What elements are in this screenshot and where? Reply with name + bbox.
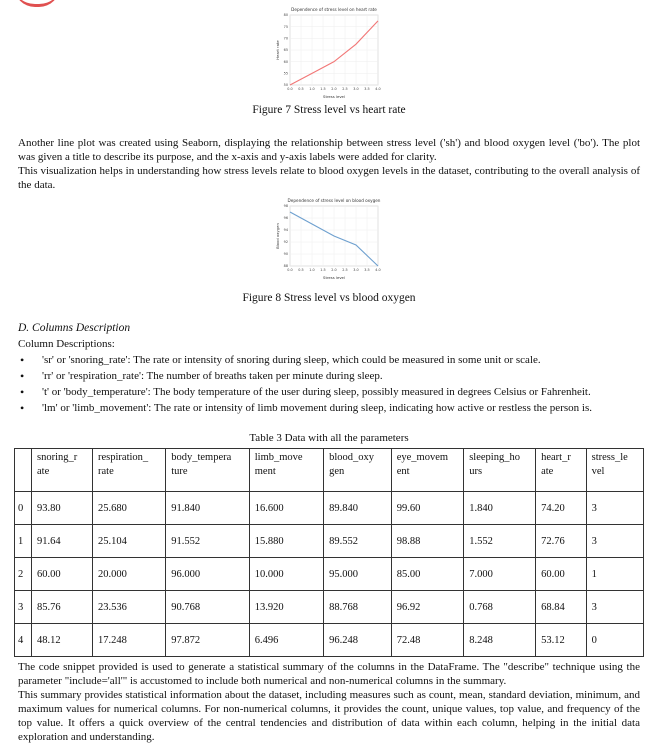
table-cell: 13.920 <box>249 591 323 624</box>
table-cell: 91.64 <box>32 525 93 558</box>
y-tick-label: 75 <box>283 24 288 29</box>
y-tick-label: 80 <box>283 13 288 18</box>
paragraph-describe-summary <box>18 660 640 744</box>
x-tick-label: 0.5 <box>298 87 304 91</box>
table-cell: 6.496 <box>249 624 323 657</box>
table-cell: 3 <box>586 525 643 558</box>
table-cell: 91.840 <box>166 492 250 525</box>
x-tick-label: 0.0 <box>287 268 293 272</box>
table-cell: 89.552 <box>324 525 392 558</box>
table-cell: 8.248 <box>464 624 536 657</box>
table-row <box>15 525 644 558</box>
y-tick-label: 50 <box>283 83 288 88</box>
header-cell: body_tempera ture <box>166 449 250 492</box>
table-cell: 3 <box>586 591 643 624</box>
table-cell: 23.536 <box>93 591 166 624</box>
figure-8 <box>274 196 384 282</box>
x-tick-label: 2.0 <box>331 268 337 272</box>
chart-title: Dependence of stress level on heart rate <box>291 7 377 12</box>
table-cell: 7.000 <box>464 558 536 591</box>
paragraph-2-line-2: This summary provides statistical information about the dataset, including measures such as count, mean, standard deviation, minimum, and maximum values for numerical columns. For non-numerical columns, it provides the count, unique values, top value, and frequency of the top value. It offers a quick overview of the central tendencies and distribution of data within each column, helping in the initial data exploration and understanding. <box>18 689 640 743</box>
table-row <box>15 624 644 657</box>
table-cell: 96.000 <box>166 558 250 591</box>
table-cell: 72.48 <box>391 624 463 657</box>
y-tick-label: 70 <box>283 36 288 41</box>
table-header-row <box>15 449 644 492</box>
table-cell: 74.20 <box>536 492 587 525</box>
list-item: • 'sr' or 'snoring_rate': The rate or intensity of snoring during sleep, which could be measured in some unit or scale. <box>18 352 648 368</box>
table-cell: 90.768 <box>166 591 250 624</box>
x-tick-label: 2.0 <box>331 87 337 91</box>
chart-stress-vs-blood-oxygen <box>274 196 384 282</box>
table-cell: 3 <box>15 591 32 624</box>
table-cell: 96.248 <box>324 624 392 657</box>
section-heading: D. Columns Description <box>18 322 131 334</box>
header-cell: stress_le vel <box>586 449 643 492</box>
table-caption: Table 3 Data with all the parameters <box>249 432 409 444</box>
chart-title: Dependence of stress level on blood oxygen <box>287 198 381 203</box>
x-tick-label: 1.5 <box>320 268 326 272</box>
table-cell: 89.840 <box>324 492 392 525</box>
header-cell: heart_r ate <box>536 449 587 492</box>
table-cell: 91.552 <box>166 525 250 558</box>
x-tick-label: 4.0 <box>375 87 381 91</box>
list-item: • 't' or 'body_temperature': The body temperature of the user during sleep, possibly measured in degrees Celsius or Fahrenheit. <box>18 384 648 400</box>
table-cell: 85.76 <box>32 591 93 624</box>
table-cell: 3 <box>586 492 643 525</box>
header-cell: sleeping_ho urs <box>464 449 536 492</box>
x-tick-label: 3.0 <box>353 268 359 272</box>
y-tick-label: 92 <box>283 240 288 245</box>
data-table <box>14 448 644 657</box>
table-cell: 60.00 <box>536 558 587 591</box>
table-cell: 25.104 <box>93 525 166 558</box>
table-row <box>15 492 644 525</box>
list-item: • 'lm' or 'limb_movement': The rate or intensity of limb movement during sleep, indicating how active or restless the person is. <box>18 400 648 416</box>
table-cell: 85.00 <box>391 558 463 591</box>
x-tick-label: 2.5 <box>342 268 348 272</box>
header-cell: blood_oxy gen <box>324 449 392 492</box>
x-tick-label: 3.5 <box>364 268 370 272</box>
table-cell: 72.76 <box>536 525 587 558</box>
y-tick-label: 55 <box>283 71 288 76</box>
column-descriptions-list <box>18 352 648 416</box>
x-tick-label: 3.5 <box>364 87 370 91</box>
x-tick-label: 1.0 <box>309 87 315 91</box>
table-cell: 88.768 <box>324 591 392 624</box>
list-item: • 'rr' or 'respiration_rate': The number of breaths taken per minute during sleep. <box>18 368 648 384</box>
header-cell <box>15 449 32 492</box>
header-cell: eye_movem ent <box>391 449 463 492</box>
table-cell: 25.680 <box>93 492 166 525</box>
table-cell: 96.92 <box>391 591 463 624</box>
table-cell: 0.768 <box>464 591 536 624</box>
table-cell: 10.000 <box>249 558 323 591</box>
table-cell: 1.840 <box>464 492 536 525</box>
x-tick-label: 2.5 <box>342 87 348 91</box>
table-cell: 15.880 <box>249 525 323 558</box>
table-cell: 0 <box>15 492 32 525</box>
y-tick-label: 96 <box>283 216 288 221</box>
table-cell: 4 <box>15 624 32 657</box>
paragraph-plot-description <box>18 136 640 192</box>
paragraph-1-line-1: Another line plot was created using Seaborn, displaying the relationship between stress level ('sh') and blood oxygen level ('bo'). The plot was given a title to describe its purpose, and the x-axis and y-axis labels were added for clarity. <box>18 137 640 163</box>
y-tick-label: 88 <box>283 264 288 269</box>
table-cell: 95.000 <box>324 558 392 591</box>
y-axis-label: Heart rate <box>275 40 280 60</box>
paragraph-2-line-1: The code snippet provided is used to generate a statistical summary of the columns in the DataFrame. The "describe" technique using the parameter "include='all'" is accustomed to include both numerical and non-numerical columns in the summary. <box>18 661 640 687</box>
table-cell: 93.80 <box>32 492 93 525</box>
table-row <box>15 591 644 624</box>
table-row <box>15 558 644 591</box>
x-axis-label: Stress level <box>323 275 345 280</box>
table-cell: 1.552 <box>464 525 536 558</box>
x-tick-label: 1.5 <box>320 87 326 91</box>
y-tick-label: 94 <box>283 228 288 233</box>
table-cell: 20.000 <box>93 558 166 591</box>
x-tick-label: 0.5 <box>298 268 304 272</box>
figure-7-caption: Figure 7 Stress level vs heart rate <box>252 104 406 116</box>
header-cell: snoring_r ate <box>32 449 93 492</box>
header-logo-fragment <box>14 0 60 7</box>
table-cell: 1 <box>15 525 32 558</box>
table-cell: 0 <box>586 624 643 657</box>
x-tick-label: 4.0 <box>375 268 381 272</box>
table-cell: 68.84 <box>536 591 587 624</box>
y-axis-label: Blood oxygen <box>275 223 280 249</box>
header-cell: limb_move ment <box>249 449 323 492</box>
figure-8-caption: Figure 8 Stress level vs blood oxygen <box>242 292 416 304</box>
y-tick-label: 98 <box>283 204 288 209</box>
x-axis-label: Stress level <box>323 94 345 99</box>
y-tick-label: 65 <box>283 48 288 53</box>
x-tick-label: 3.0 <box>353 87 359 91</box>
table-cell: 17.248 <box>93 624 166 657</box>
table-cell: 53.12 <box>536 624 587 657</box>
table-cell: 1 <box>586 558 643 591</box>
table-cell: 16.600 <box>249 492 323 525</box>
figure-7 <box>274 5 384 101</box>
table-cell: 48.12 <box>32 624 93 657</box>
table-cell: 97.872 <box>166 624 250 657</box>
header-cell: respiration_ rate <box>93 449 166 492</box>
table-cell: 2 <box>15 558 32 591</box>
table-cell: 99.60 <box>391 492 463 525</box>
x-tick-label: 0.0 <box>287 87 293 91</box>
table-cell: 98.88 <box>391 525 463 558</box>
y-tick-label: 60 <box>283 59 288 64</box>
y-tick-label: 90 <box>283 252 288 257</box>
chart-stress-vs-heart-rate <box>274 5 384 101</box>
table-cell: 60.00 <box>32 558 93 591</box>
paragraph-1-line-2: This visualization helps in understanding how stress levels relate to blood oxygen levels in the dataset, contributing to the overall analysis of the data. <box>18 165 640 191</box>
x-tick-label: 1.0 <box>309 268 315 272</box>
section-subheading: Column Descriptions: <box>18 338 115 350</box>
